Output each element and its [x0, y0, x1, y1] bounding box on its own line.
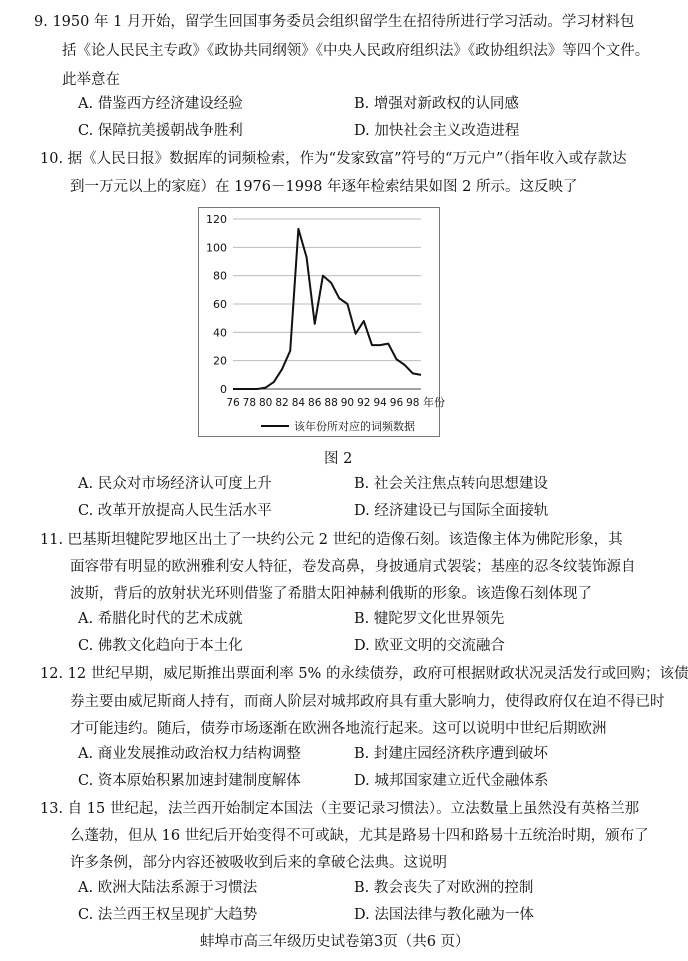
q12-option-c: C. 资本原始积累加速封建制度解体: [78, 773, 301, 789]
y-tick-label: 60: [213, 298, 227, 311]
q12-stem-line-1: 12. 12 世纪早期，威尼斯推出票面利率 5% 的永续债券，政府可根据财政状况灵活发行或回购；该债: [40, 666, 688, 682]
q13-stem-line-1: 13. 自 15 世纪起，法兰西开始制定本国法（主要记录习惯法）。立法数量上虽然没有英格兰那: [40, 801, 640, 817]
q12-stem-line-2: 券主要由威尼斯商人持有，而商人阶层对城邦政府具有重大影响力，使得政府仅在迫不得已时: [70, 694, 665, 710]
q10-option-c: C. 改革开放提高人民生活水平: [78, 503, 272, 519]
x-tick-label: 90: [340, 397, 355, 409]
x-axis-label: 年份: [423, 396, 445, 409]
q13-option-d: D. 法国法律与教化融为一体: [354, 907, 534, 923]
q11-option-a: A. 希腊化时代的艺术成就: [78, 611, 243, 627]
legend-label: 该年份所对应的词频数据: [294, 420, 415, 433]
x-tick-label: 84: [291, 397, 306, 409]
q10-option-b: B. 社会关注焦点转向思想建设: [354, 476, 548, 492]
y-tick-label: 0: [220, 383, 227, 396]
series-line: [233, 229, 421, 389]
q12-stem-line-3: 才可能违约。随后，债券市场逐渐在欧洲各地流行起来。这可以说明中世纪后期欧洲: [70, 721, 607, 737]
q11-option-b: B. 犍陀罗文化世界领先: [354, 611, 505, 627]
q9-stem-line-3: 此举意在: [62, 72, 120, 88]
q9-option-a: A. 借鉴西方经济建设经验: [78, 96, 243, 112]
q11-stem-line-3: 波斯，背后的放射状光环则借鉴了希腊太阳神赫利俄斯的形象。该造像石刻体现了: [70, 586, 592, 602]
q9-option-c: C. 保障抗美援朝战争胜利: [78, 123, 243, 139]
q11-option-d: D. 欧亚文明的交流融合: [354, 638, 505, 654]
y-tick-label: 80: [213, 269, 227, 283]
y-tick-label: 40: [213, 326, 227, 340]
x-tick-label: 76: [226, 397, 240, 409]
x-tick-label: 92: [357, 397, 371, 409]
q12-option-a: A. 商业发展推动政治权力结构调整: [78, 746, 301, 762]
x-tick-label: 80: [259, 397, 273, 409]
word-frequency-chart: [198, 207, 445, 437]
x-tick-label: 88: [324, 397, 338, 409]
x-tick-label: 78: [242, 397, 257, 409]
figure-caption: 图 2: [324, 451, 353, 467]
q11-stem-line-2: 面容带有明显的欧洲雅利安人特征，卷发高鼻，身披通肩式袈裟；基座的忍冬纹装饰源自: [70, 559, 636, 575]
q9-stem-line-2: 括《论人民民主专政》《政协共同纲领》《中央人民政府组织法》《政协组织法》等四个文件。: [62, 43, 650, 59]
q13-stem-line-2: 么蓬勃，但从 16 世纪后开始变得不可或缺，尤其是路易十四和路易十五统治时期，颁布了: [70, 828, 649, 844]
q13-option-b: B. 教会丧失了对欧洲的控制: [354, 880, 534, 896]
y-tick-label: 120: [206, 213, 227, 226]
q10-stem-line-1: 10. 据《人民日报》数据库的词频检索，作为“发家致富”符号的“万元户”（指年收入或存款达: [40, 151, 627, 167]
q13-option-a: A. 欧洲大陆法系源于习惯法: [78, 880, 258, 896]
y-tick-label: 20: [213, 354, 227, 368]
x-tick-label: 94: [373, 397, 387, 409]
x-tick-label: 98: [406, 397, 420, 409]
x-tick-label: 86: [308, 397, 322, 409]
q10-option-a: A. 民众对市场经济认可度上升: [78, 476, 272, 492]
q13-option-c: C. 法兰西王权呈现扩大趋势: [78, 907, 258, 923]
q9-stem-line-1: 9. 1950 年 1 月开始，留学生回国事务委员会组织留学生在招待所进行学习活动。学习材料包: [34, 14, 635, 30]
x-tick-label: 82: [275, 397, 289, 409]
q12-option-b: B. 封建庄园经济秩序遭到破坏: [354, 746, 548, 762]
q9-option-b: B. 增强对新政权的认同感: [354, 96, 519, 112]
q11-stem-line-1: 11. 巴基斯坦犍陀罗地区出土了一块约公元 2 世纪的造像石刻。该造像主体为佛陀形象，其: [40, 532, 623, 548]
y-tick-label: 100: [206, 241, 227, 255]
page-footer: 蚌埠市高三年级历史试卷第3页（共6 页）: [200, 934, 470, 950]
x-tick-label: 96: [389, 397, 404, 409]
q11-option-c: C. 佛教文化趋向于本土化: [78, 638, 243, 654]
q10-stem-line-2: 到一万元以上的家庭）在 1976－1998 年逐年检索结果如图 2 所示。这反映了: [70, 179, 578, 195]
q9-option-d: D. 加快社会主义改造进程: [354, 123, 520, 139]
q10-option-d: D. 经济建设已与国际全面接轨: [354, 503, 549, 519]
q12-option-d: D. 城邦国家建立近代金融体系: [354, 773, 549, 789]
chart-svg: [199, 208, 445, 436]
q13-stem-line-3: 许多条例，部分内容还被吸收到后来的拿破仑法典。这说明: [70, 855, 447, 871]
